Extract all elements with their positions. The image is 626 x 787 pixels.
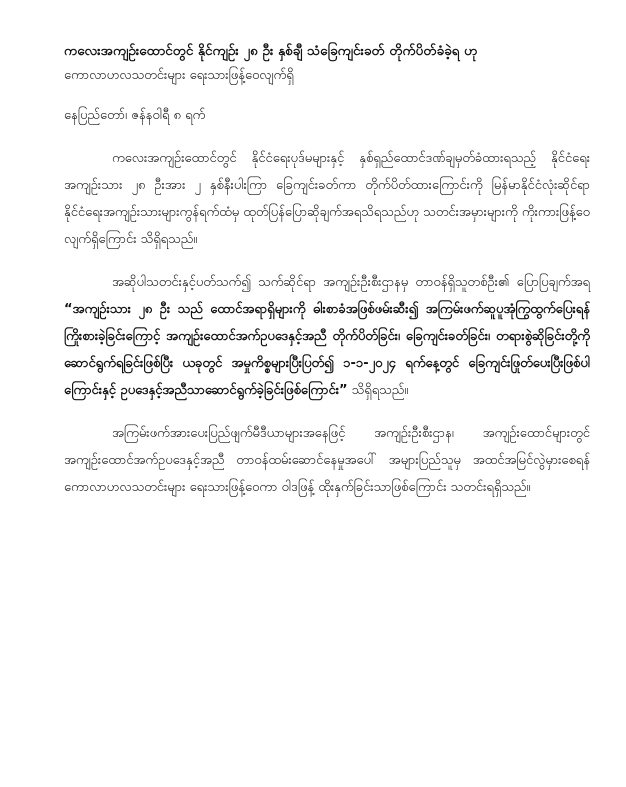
paragraph-2-outro: သိရှိရသည်။ xyxy=(347,383,409,398)
article-paragraph-2 xyxy=(64,269,590,404)
article-dateline: နေပြည်တော်၊ ဇန်နဝါရီ ၈ ရက် xyxy=(64,108,206,123)
article-subheadline: ကောလာဟလသတင်းများ ရေးသားဖြန့်ဝေလျက်ရှိ xyxy=(64,68,294,83)
article-paragraph-3: အကြမ်းဖက်အားပေးပြည်ဖျက်မီဒီယာများအနေဖြင့် အကျဉ်းဦးစီးဌာန၊ အကျဉ်းထောင်များတွင် အကျဉ်းထောင်အက်ဥပဒေနှင့်အညီ တာဝန်ထမ်းဆောင်နေမှုအပေါ် အများပြည်သူမှ အထင်အမြင်လွဲမှားစေရန် ကောလာဟလသတင်းများ ရေးသားဖြန့်ဝေကာ ဝါဒဖြန့် ထိုးနှက်ခြင်းသာဖြစ်ကြောင်း သတင်းရရှိသည်။ xyxy=(64,426,590,495)
article-paragraph-1: ကလေးအကျဉ်းထောင်တွင် နိုင်ငံရေးပုဒ်မများနှင့် နှစ်ရှည်ထောင်ဒဏ်ချမှတ်ခံထားရသည့် နိုင်ငံရေးအကျဉ်းသား ၂၈ ဦးအား ၂ နှစ်နီးပါးကြာ ခြေကျင်းခတ်ကာ တိုက်ပိတ်ထားကြောင်းကို မြန်မာနိုင်ငံလုံးဆိုင်ရာ နိုင်ငံရေးအကျဉ်းသားများကွန်ရက်ထံမှ ထုတ်ပြန်ပြောဆိုချက်အရသိရသည်ဟု သတင်းအမှားများကို ကိုးကားဖြန့်ဝေလျက်ရှိကြောင်း သိရှိရသည်။ xyxy=(64,151,590,247)
paragraph-2-intro: အဆိုပါသတင်းနှင့်ပတ်သက်၍ သက်ဆိုင်ရာ အကျဉ်းဦးစီးဌာနမှ တာဝန်ရှိသူတစ်ဦး၏ ပြောပြချက်အရ xyxy=(112,275,590,290)
article-headline: ကလေးအကျဉ်းထောင်တွင် နိုင်ကျဉ်း ၂၈ ဦး နှစ်ချီ သံခြေကျင်းခတ် တိုက်ပိတ်ခံခဲ့ရ ဟု xyxy=(64,43,478,59)
official-quote: “အကျဉ်းသား ၂၈ ဦး သည် ထောင်အရာရှိများကို ဓါးစာခံအဖြစ်ဖမ်းဆီး၍ အကြမ်းဖက်ဆူပူအုံကြွထွက်ပြေးရန် ကြိုးစားခဲ့ခြင်းကြောင့် အကျဉ်းထောင်အက်ဥပဒေနှင့်အညီ တိုက်ပိတ်ခြင်း၊ ခြေကျင်းခတ်ခြင်း၊ တရားစွဲဆိုခြင်းတို့ကိုဆောင်ရွက်ရခြင်းဖြစ်ပြီး ယခုတွင် အမှုကိစ္စများပြီးပြတ်၍ ၁-၁-၂၀၂၄ ရက်နေ့တွင် ခြေကျင်းဖြုတ်ပေးပြီးဖြစ်ပါကြောင်းနှင့် ဥပဒေနှင့်အညီသာဆောင်ရွက်ခဲ့ခြင်းဖြစ်ကြောင်း” xyxy=(64,302,590,398)
